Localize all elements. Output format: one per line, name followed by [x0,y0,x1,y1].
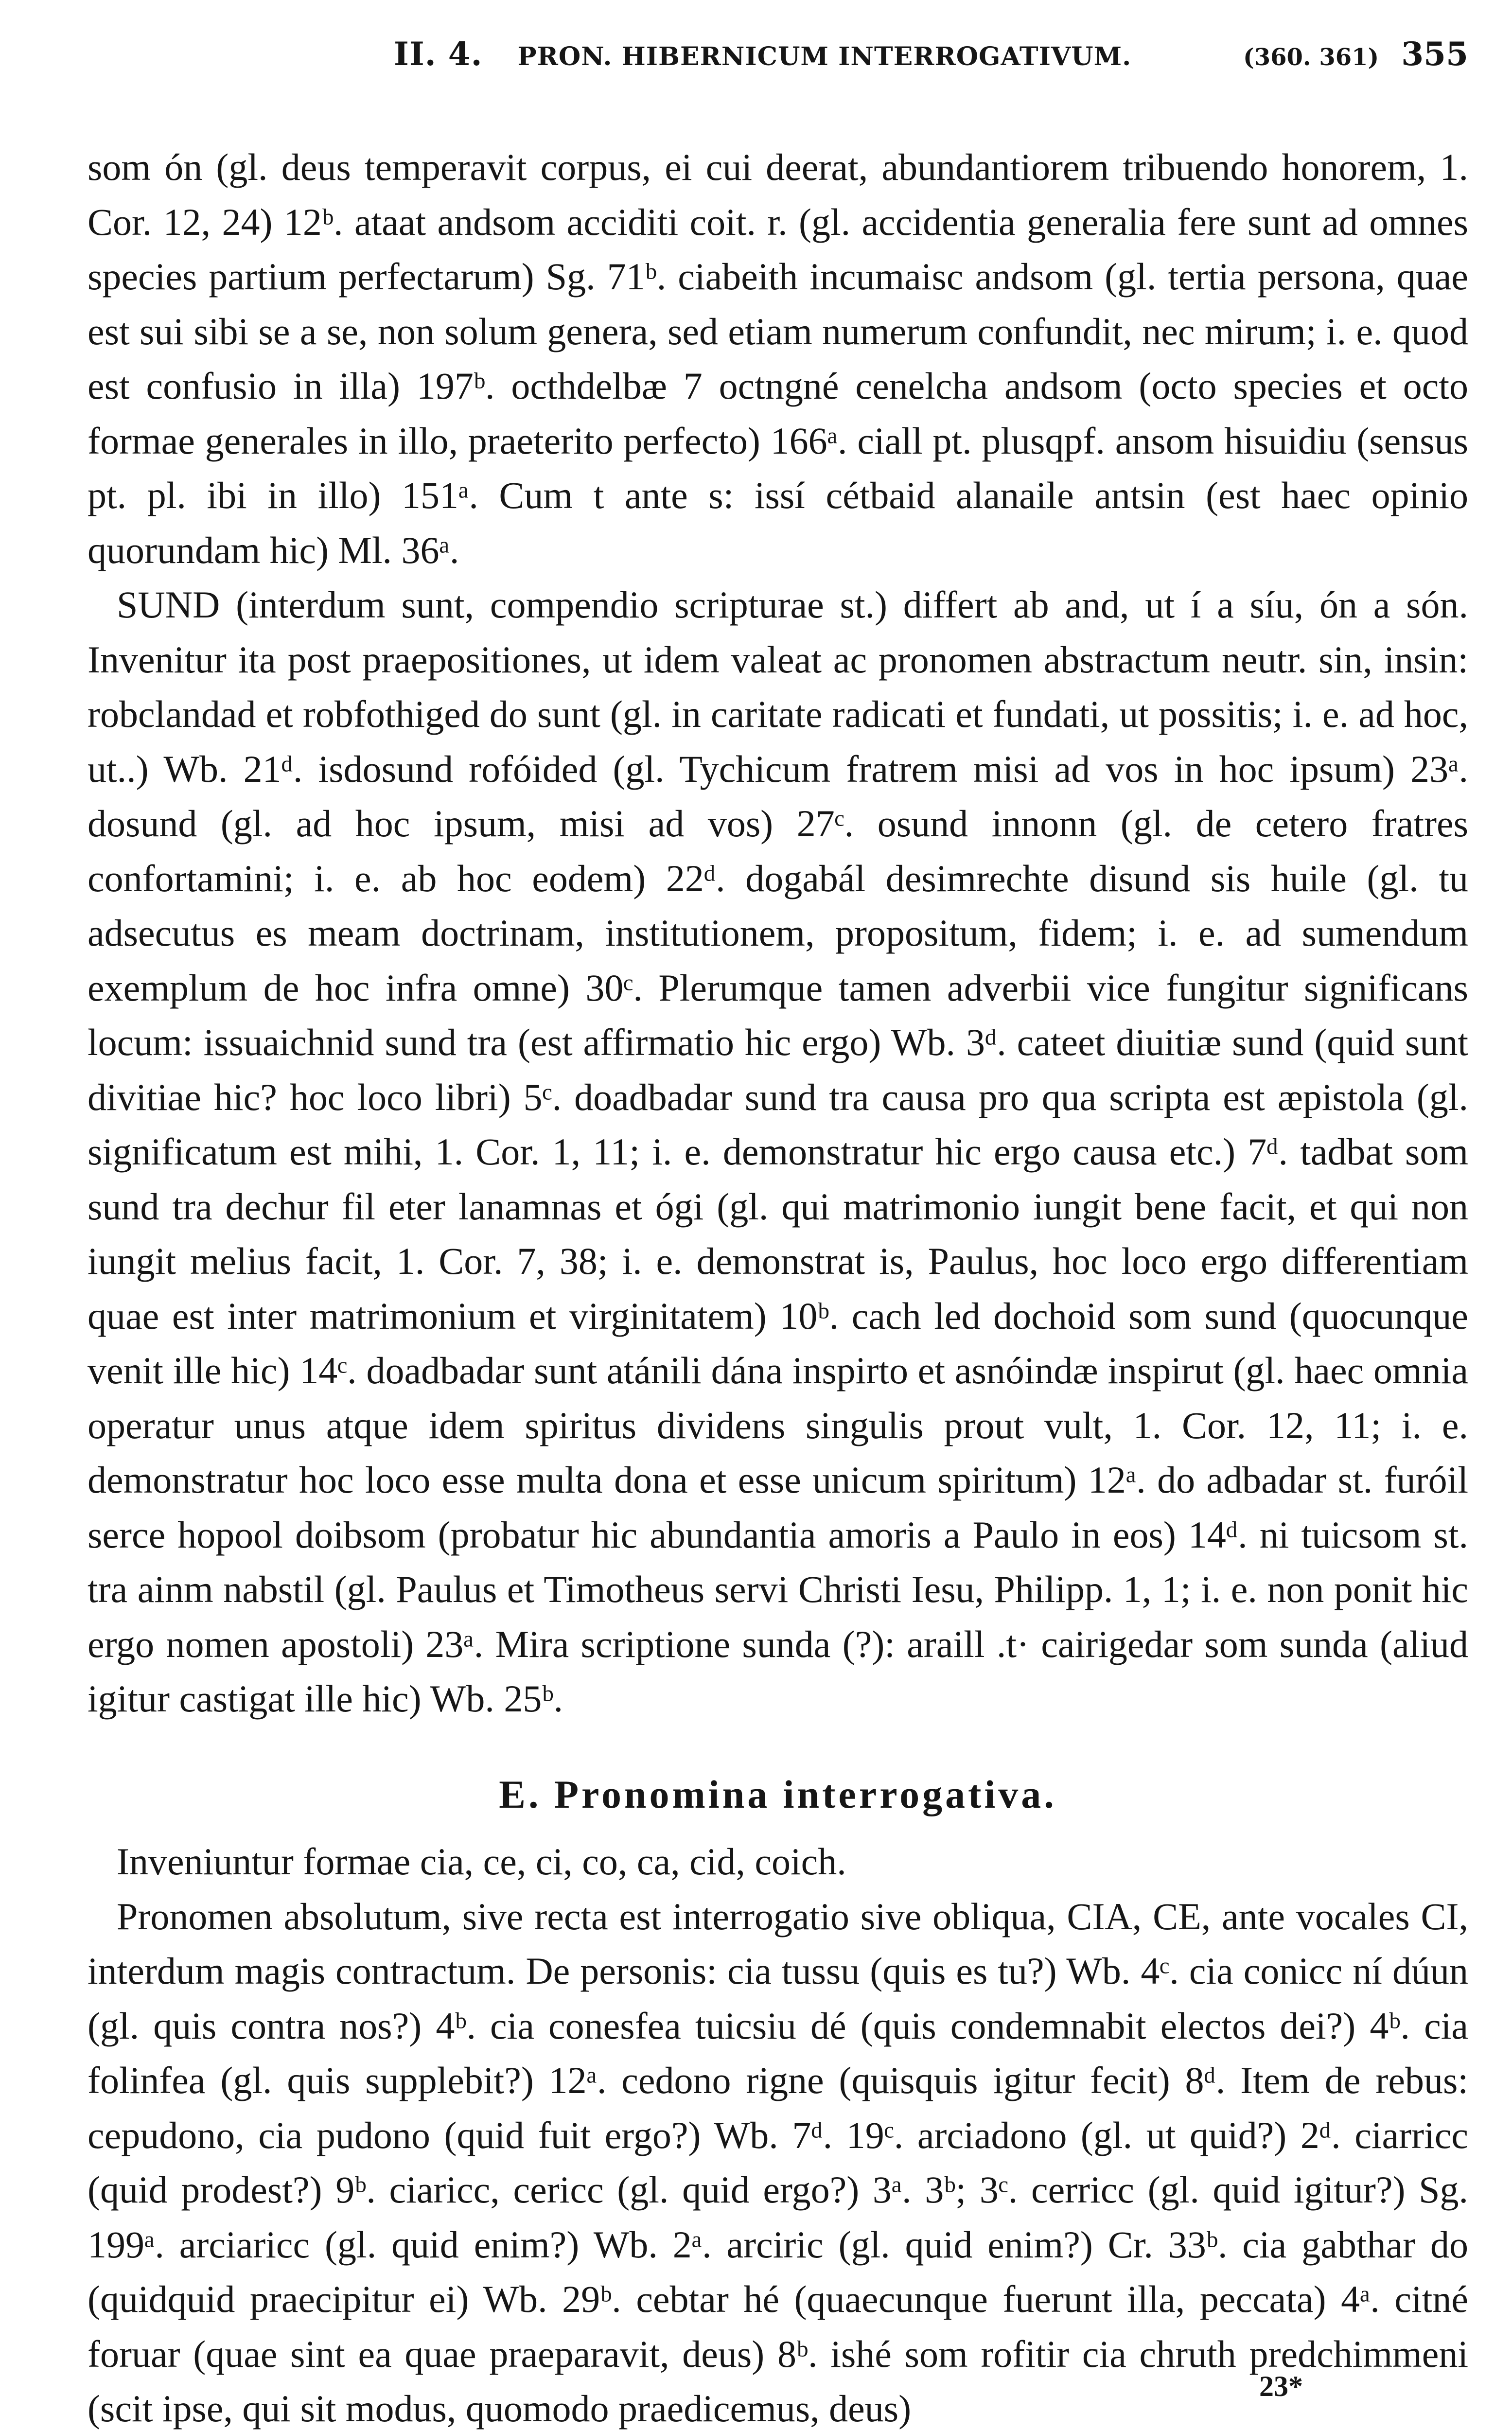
chapter-reference: II. 4. [394,35,483,73]
section-heading: E. Pronomina interrogativa. [499,1772,1057,1816]
section-numbers: (360. 361) [1243,44,1379,71]
page-number: 355 [1401,35,1468,73]
body-text [88,140,1468,2431]
paragraph: SUND (interdum sunt, compendio scripturae st.) differt ab and, ut í a síu, ón a són. Invenitur ita post praepositiones, ut idem valeat ac pronomen abstractum neutr. sin, insin: robclandad et robfothiged do sunt (gl. in caritate radicati et fundati, ut possitis; i. e. ad hoc, ut..) Wb. 21ᵈ. isdosund rofóided (gl. Tychicum fratrem misi ad vos in hoc ipsum) 23ᵃ. dosund (gl. ad hoc ipsum, misi ad vos) 27ᶜ. osund innonn (gl. de cetero fratres confortamini; i. e. ab hoc eodem) 22ᵈ. dogabál desimrechte disund sis huile (gl. tu adsecutus es meam doctrinam, institutionem, propositum, fidem; i. e. ad sumendum exemplum de hoc infra omne) 30ᶜ. Plerumque tamen adverbii vice fungitur significans locum: issuaichnid sund tra (est affirmatio hic ergo) Wb. 3ᵈ. cateet diuitiæ sund (quid sunt divitiae hic? hoc loco libri) 5ᶜ. doadbadar sund tra causa pro qua scripta est æpistola (gl. significatum est mihi, 1. Cor. 1, 11; i. e. demonstratur hic ergo causa etc.) 7ᵈ. tadbat som sund tra dechur fil eter lanamnas et ógi (gl. qui matrimonio iungit bene facit, et qui non iungit melius facit, 1. Cor. 7, 38; i. e. demonstrat is, Paulus, hoc loco ergo differentiam quae est inter matrimonium et virginitatem) 10ᵇ. cach led dochoid som sund (quocunque venit ille hic) 14ᶜ. doadbadar sunt atánili dána inspirto et asnóindæ inspirut (gl. haec omnia operatur unus atque idem spiritus dividens singulis prout vult, 1. Cor. 12, 11; i. e. demonstratur hoc loco esse multa dona et esse unicum spiritum) 12ᵃ. do adbadar st. furóil serce hopool doibsom (probatur hic abundantia amoris a Paulo in eos) 14ᵈ. ni tuicsom st. tra ainm nabstil (gl. Paulus et Timotheus servi Christi Iesu, Philipp. 1, 1; i. e. non ponit hic ergo nomen apostoli) 23ᵃ. Mira scriptione sunda (?): araill .t· cairigedar som sunda (aliud igitur castigat ille hic) Wb. 25ᵇ. [88,583,1468,1720]
running-head-title: PRON. HIBERNICUM INTERROGATIVUM. [517,42,1132,71]
paragraph: Pronomen absolutum, sive recta est interrogatio sive obliqua, CIA, CE, ante vocales CI, interdum magis contractum. De personis: cia tussu (quis es tu?) Wb. 4ᶜ. cia conicc ní dúun (gl. quis contra nos?) 4ᵇ. cia conesfea tuicsiu dé (quis condemnabit electos dei?) 4ᵇ. cia folinfea (gl. quis supplebit?) 12ᵃ. cedono rigne (quisquis igitur fecit) 8ᵈ. Item de rebus: cepudono, cia pudono (quid fuit ergo?) Wb. 7ᵈ. 19ᶜ. arciadono (gl. ut quid?) 2ᵈ. ciarricc (quid prodest?) 9ᵇ. ciaricc, cericc (gl. quid ergo?) 3ᵃ. 3ᵇ; 3ᶜ. cerricc (gl. quid igitur?) Sg. 199ᵃ. arciaricc (gl. quid enim?) Wb. 2ᵃ. arciric (gl. quid enim?) Cr. 33ᵇ. cia gabthar do (quidquid praecipitur ei) Wb. 29ᵇ. cebtar hé (quaecunque fuerunt illa, peccata) 4ᵃ. citné foruar (quae sint ea quae praeparavit, deus) 8ᵇ. ishé som rofitir cia chruth predchimmeni (scit ipse, qui sit modus, quomodo praedicemus, deus) [88,1895,1468,2430]
signature-mark: 23* [1259,2370,1303,2402]
running-head [88,28,1468,83]
paragraph: som ón (gl. deus temperavit corpus, ei cui deerat, abundantiorem tribuendo honorem, 1. Cor. 12, 24) 12ᵇ. ataat andsom acciditi coit. r. (gl. accidentia generalia fere sunt ad omnes species partium perfectarum) Sg. 71ᵇ. ciabeith incumaisc andsom (gl. tertia persona, quae est sui sibi se a se, non solum genera, sed etiam numerum confundit, nec mirum; i. e. quod est confusio in illa) 197ᵇ. octhdelbæ 7 octngné cenelcha andsom (octo species et octo formae generales in illo, praeterito perfecto) 166ᵃ. ciall pt. plusqpf. ansom hisuidiu (sensus pt. pl. ibi in illo) 151ᵃ. Cum t ante s: issí cétbaid alanaile antsin (est haec opinio quorundam hic) Ml. 36ᵃ. [88,146,1468,571]
paragraph: Inveniuntur formae cia, ce, ci, co, ca, cid, coich. [117,1840,846,1883]
running-head-left [394,35,1131,73]
running-head-right [1243,35,1468,73]
book-page [88,28,1468,2430]
